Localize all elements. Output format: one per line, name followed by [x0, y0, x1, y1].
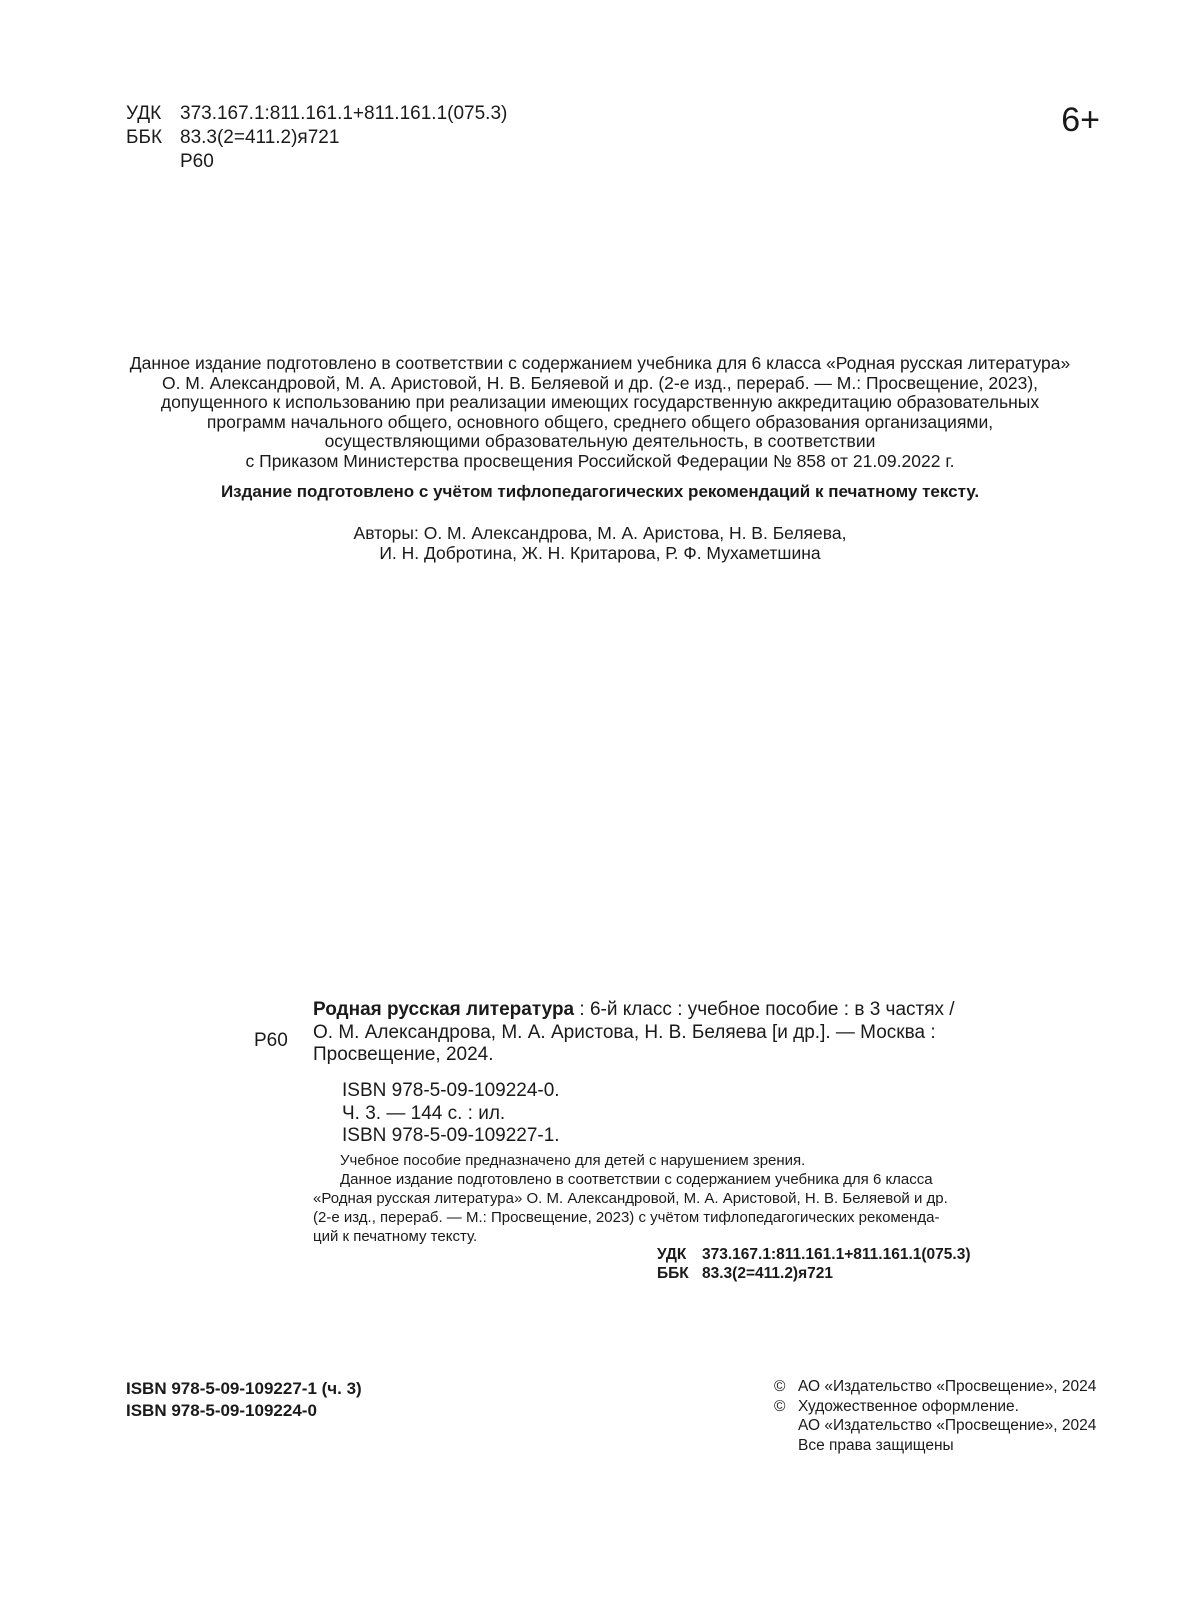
card-udk-label: УДК	[657, 1246, 687, 1263]
card-bbk-row	[657, 1264, 970, 1283]
card-isbn-block	[342, 1080, 560, 1148]
card-udk-row	[657, 1245, 970, 1264]
card-isbn-part: ISBN 978-5-09-109227-1.	[342, 1125, 560, 1146]
intro-line: допущенного к использованию при реализации имеющих государственную аккредитацию образовательных	[160, 392, 1040, 412]
udk-row	[126, 102, 507, 126]
annotation-line: Данное издание подготовлено в соответствии с содержанием учебника для 6 класса	[340, 1171, 933, 1188]
bbk-label: ББК	[126, 127, 163, 148]
copyright-icon: ©	[774, 1378, 786, 1395]
bbk-row	[126, 126, 507, 150]
annotation-line: (2-е изд., перераб. — М.: Просвещение, 2023) с учётом тифлопедагогических рекоменда-	[313, 1209, 940, 1226]
card-authors-line: О. М. Александрова, М. А. Аристова, Н. В. Беляева [и др.]. — Москва :	[313, 1021, 936, 1043]
card-title-rest: : 6-й класс : учебное пособие : в 3 частях /	[574, 999, 955, 1020]
footer-isbn-general: ISBN 978-5-09-109224-0	[126, 1401, 317, 1420]
annotation-line: ций к печатному тексту.	[313, 1228, 478, 1245]
author-code: Р60	[180, 151, 214, 172]
bbk-value: 83.3(2=411.2)я721	[180, 127, 340, 148]
catalog-card	[313, 999, 981, 1067]
authors-line: И. Н. Добротина, Ж. Н. Критарова, Р. Ф. Мухаметшина	[379, 542, 821, 563]
annotation-line: «Родная русская литература» О. М. Александровой, М. А. Аристовой, Н. В. Беляевой и др.	[313, 1190, 948, 1207]
classification-header	[126, 102, 507, 174]
card-annotation	[313, 1151, 981, 1246]
copyright-row	[774, 1377, 1096, 1397]
card-bbk-label: ББК	[657, 1265, 689, 1282]
authors-line: Авторы: О. М. Александрова, М. А. Аристова, Н. В. Беляева,	[353, 523, 847, 543]
card-title-line	[313, 999, 981, 1022]
tiflo-note: Издание подготовлено с учётом тифлопедагогических рекомендаций к печатному тексту.	[220, 482, 980, 501]
card-author-code: Р60	[254, 1030, 288, 1051]
card-classification	[657, 1245, 970, 1283]
copyright-block	[774, 1377, 1096, 1455]
authors	[0, 524, 1200, 563]
copyright-design-publisher: АО «Издательство «Просвещение», 2024	[798, 1417, 1097, 1434]
udk-value: 373.167.1:811.161.1+811.161.1(075.3)	[180, 103, 508, 124]
copyright-row	[774, 1416, 1096, 1436]
author-code-row	[126, 150, 507, 174]
intro-paragraph	[0, 354, 1200, 471]
intro-line: осуществляющими образовательную деятельность, в соответствии	[324, 431, 876, 451]
rights-reserved: Все права защищены	[798, 1436, 954, 1454]
udk-label: УДК	[126, 103, 162, 124]
copyright-row	[774, 1436, 1096, 1456]
copyright-design: Художественное оформление.	[798, 1397, 1019, 1415]
intro-line: программ начального общего, основного общего, среднего общего образования организациями,	[206, 411, 994, 432]
annotation-line: Учебное пособие предназначено для детей с нарушением зрения.	[340, 1152, 806, 1169]
footer-isbn-part: ISBN 978-5-09-109227-1 (ч. 3)	[126, 1379, 362, 1398]
card-udk-value: 373.167.1:811.161.1+811.161.1(075.3)	[702, 1246, 971, 1263]
copyright-publisher: АО «Издательство «Просвещение», 2024	[798, 1378, 1097, 1395]
intro-line: с Приказом Министерства просвещения Российской Федерации № 858 от 21.09.2022 г.	[245, 450, 955, 471]
intro-line: Данное издание подготовлено в соответствии с содержанием учебника для 6 класса «Родная русская литература»	[129, 353, 1071, 373]
card-publisher-line: Просвещение, 2024.	[313, 1044, 494, 1065]
card-part-info: Ч. 3. — 144 с. : ил.	[342, 1102, 506, 1124]
card-title: Родная русская литература	[313, 999, 575, 1020]
footer-isbn	[126, 1378, 362, 1422]
copyright-icon: ©	[774, 1397, 786, 1415]
copyright-row	[774, 1397, 1096, 1417]
age-rating: 6+	[1061, 101, 1100, 139]
card-isbn-general: ISBN 978-5-09-109224-0.	[342, 1080, 560, 1101]
intro-line: О. М. Александровой, М. А. Аристовой, Н. В. Беляевой и др. (2-е изд., перераб. — М.: Просвещение, 2023),	[161, 372, 1039, 393]
card-bbk-value: 83.3(2=411.2)я721	[702, 1265, 834, 1282]
